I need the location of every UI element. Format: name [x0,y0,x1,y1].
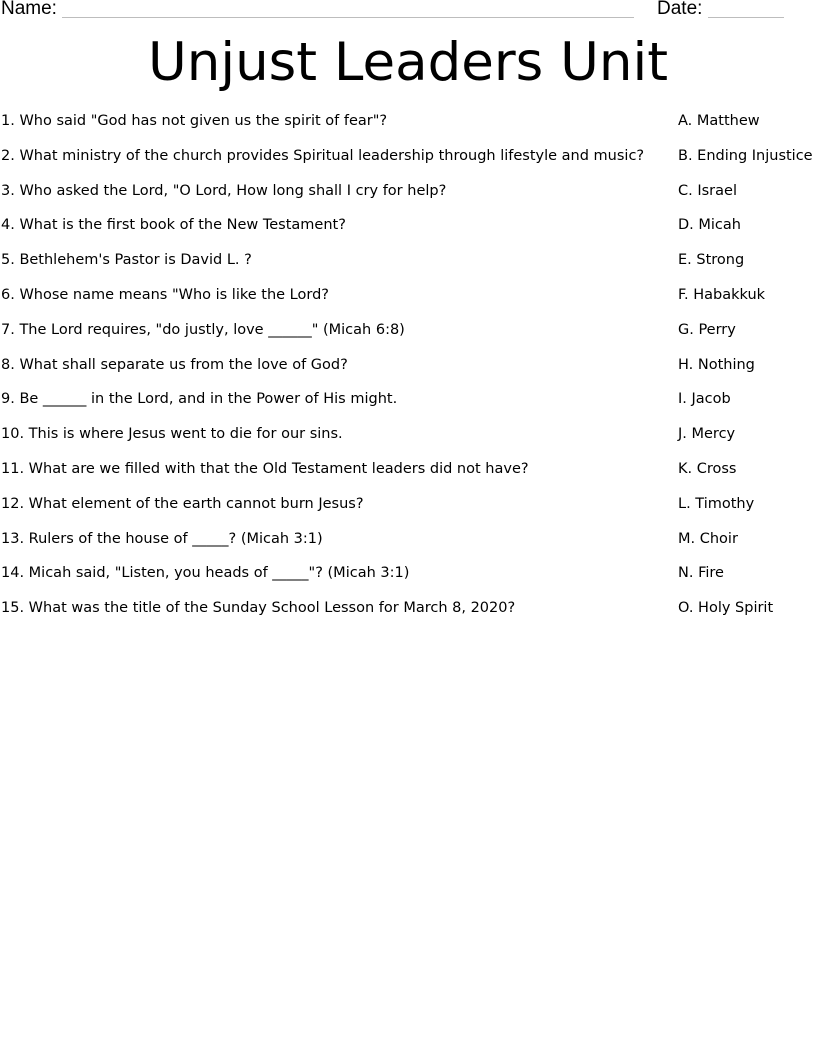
answer-item: L. Timothy [678,495,755,512]
answer-item: K. Cross [678,460,737,477]
answer-item: I. Jacob [678,391,731,408]
date-field-line [708,17,784,18]
question-item: 7. The Lord requires, "do justly, love ______" (Micah 6:8) [1,321,405,338]
question-item: 14. Micah said, "Listen, you heads of _____"? (Micah 3:1) [1,565,410,582]
answer-item: H. Nothing [678,356,755,373]
question-item: 4. What is the first book of the New Testament? [1,217,346,234]
answer-item: J. Mercy [678,426,736,443]
answer-bank [678,112,816,634]
answer-item: C. Israel [678,182,737,199]
answer-item: F. Habakkuk [678,286,766,303]
answer-item: M. Choir [678,530,738,547]
question-item: 3. Who asked the Lord, "O Lord, How long shall I cry for help? [1,182,447,199]
answer-item: A. Matthew [678,113,760,129]
answer-item: E. Strong [678,252,745,269]
question-item: 10. This is where Jesus went to die for our sins. [1,426,343,443]
date-label: Date: [657,0,703,19]
answer-item: D. Micah [678,217,741,234]
answer-item: B. Ending Injustice [678,147,813,164]
question-item: 8. What shall separate us from the love of God? [1,356,348,373]
question-item: 1. Who said "God has not given us the spirit of fear"? [1,113,388,129]
question-item: 6. Whose name means "Who is like the Lord? [1,286,329,303]
page-title: Unjust Leaders Unit [147,32,668,93]
question-item: 12. What element of the earth cannot burn Jesus? [1,495,364,512]
question-item: 13. Rulers of the house of _____? (Micah 3:1) [1,530,323,547]
question-item: 2. What ministry of the church provides Spiritual leadership through lifestyle and music? [1,147,645,164]
question-item: 9. Be ______ in the Lord, and in the Power of His might. [1,391,398,408]
question-item: 5. Bethlehem's Pastor is David L. ? [1,252,252,269]
question-item: 11. What are we filled with that the Old Testament leaders did not have? [1,460,529,477]
answer-item: O. Holy Spirit [678,600,774,617]
answer-item: N. Fire [678,565,724,582]
name-label: Name: [1,0,57,19]
question-item: 15. What was the title of the Sunday School Lesson for March 8, 2020? [1,600,516,617]
question-list [1,112,661,634]
worksheet-header [0,0,816,24]
name-field-line [62,17,634,18]
answer-item: G. Perry [678,321,736,338]
